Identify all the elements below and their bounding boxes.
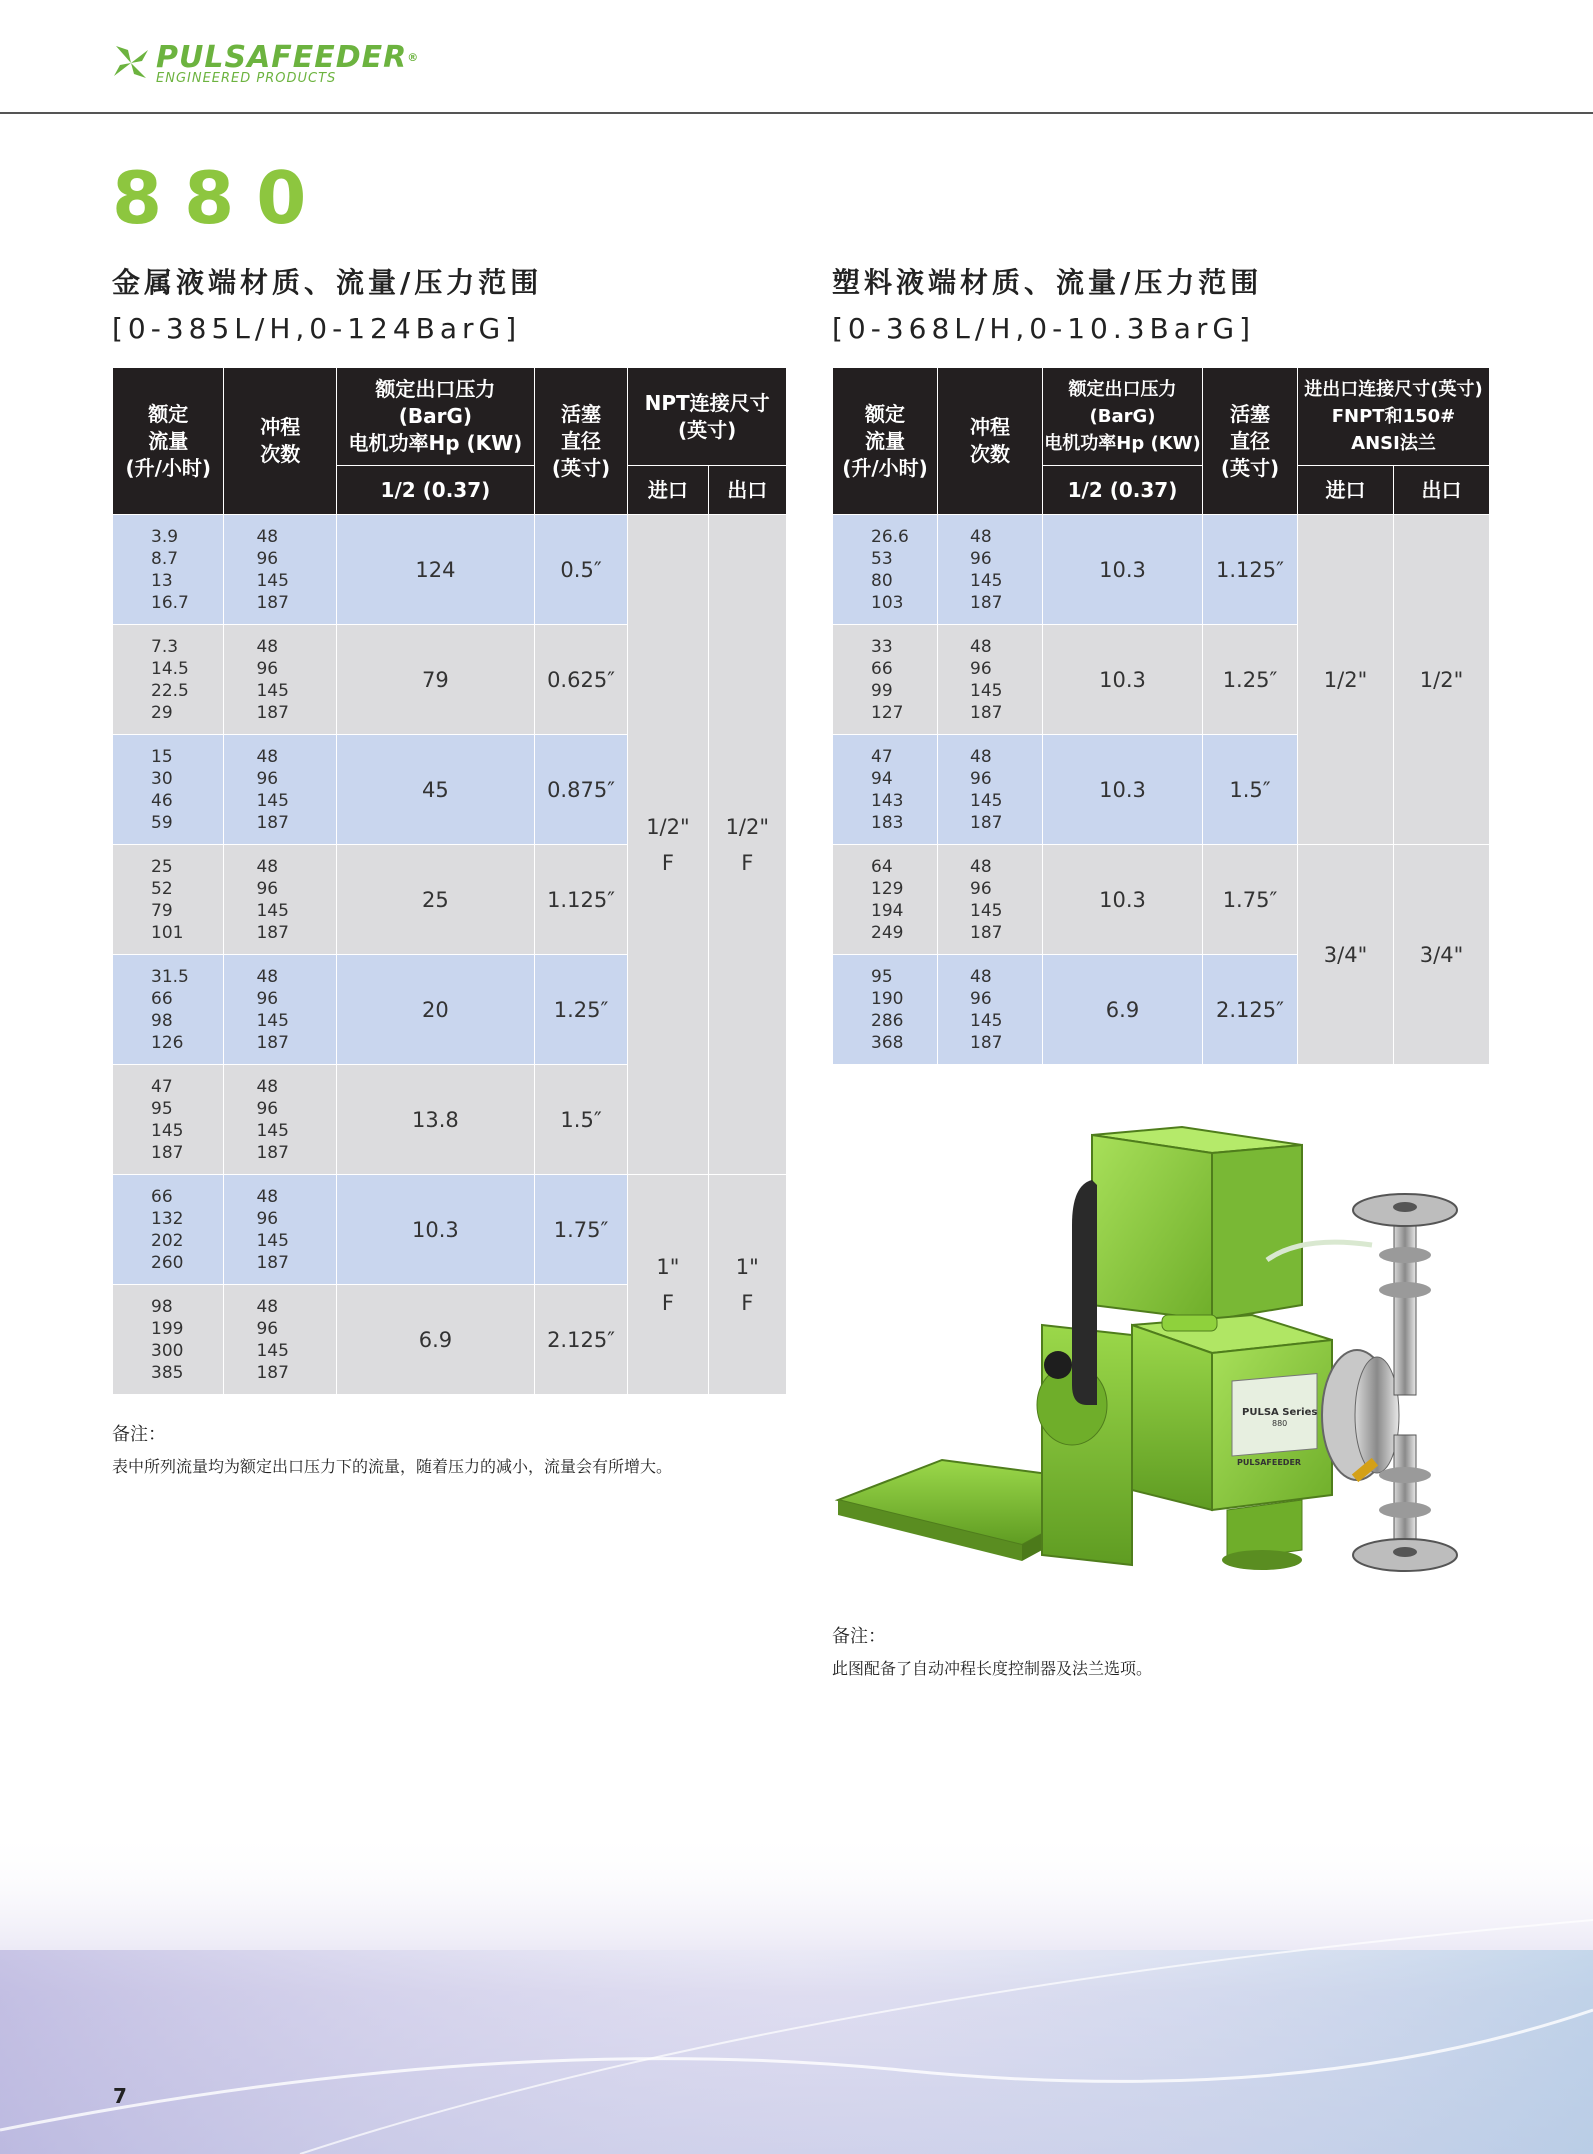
stroke-cell: 48 96 145 187: [938, 735, 1043, 845]
stroke-cell: 48 96 145 187: [224, 515, 336, 625]
pressure-cell: 20: [336, 955, 534, 1065]
table-row: [833, 515, 1490, 625]
plunger-cell: 0.5″: [534, 515, 627, 625]
header-pressure-sub: 1/2 (0.37): [1043, 466, 1203, 515]
flow-cell: 7.3 14.5 22.5 29: [113, 625, 224, 735]
header-pressure: 额定出口压力 (BarG) 电机功率Hp (KW): [336, 368, 534, 466]
flow-cell: 25 52 79 101: [113, 845, 224, 955]
metal-note-label: 备注：: [112, 1424, 166, 1445]
plunger-cell: 0.625″: [534, 625, 627, 735]
header-connection: 进出口连接尺寸(英寸) FNPT和150# ANSI法兰: [1298, 368, 1490, 466]
pinwheel-icon: [110, 42, 152, 84]
flow-cell: 31.5 66 98 126: [113, 955, 224, 1065]
plunger-cell: 1.75″: [534, 1175, 627, 1285]
stroke-cell: 48 96 145 187: [938, 845, 1043, 955]
pump-photo: [832, 1115, 1500, 1615]
flow-cell: 66 132 202 260: [113, 1175, 224, 1285]
pressure-cell: 79: [336, 625, 534, 735]
header-flow: 额定 流量 (升/小时): [833, 368, 938, 515]
inlet-size-cell: 1" F: [628, 1175, 708, 1395]
outlet-size-cell: 1/2" F: [708, 515, 786, 1175]
flow-cell: 47 94 143 183: [833, 735, 938, 845]
pressure-cell: 124: [336, 515, 534, 625]
brand-name: PULSAFEEDER®: [156, 40, 420, 75]
stroke-cell: 48 96 145 187: [938, 625, 1043, 735]
plate-model-text: 880: [1272, 1419, 1288, 1428]
background-wave: [0, 1830, 1593, 2154]
metal-note-text: 表中所列流量均为额定出口压力下的流量，随着压力的减小，流量会有所增大。: [112, 1457, 673, 1476]
header-outlet: 出口: [708, 466, 786, 515]
metal-section-range: [0-385L/H,0-124BarG]: [112, 312, 522, 345]
pressure-cell: 10.3: [336, 1175, 534, 1285]
outlet-size-cell: 1/2": [1394, 515, 1490, 845]
header-flow: 额定 流量 (升/小时): [113, 368, 224, 515]
plunger-cell: 1.125″: [1203, 515, 1298, 625]
stroke-cell: 48 96 145 187: [224, 1285, 336, 1395]
pressure-cell: 10.3: [1043, 625, 1203, 735]
metal-section-title: 金属液端材质、流量/压力范围: [112, 266, 543, 299]
flow-cell: 26.6 53 80 103: [833, 515, 938, 625]
inlet-size-cell: 3/4": [1298, 845, 1394, 1065]
flow-cell: 98 199 300 385: [113, 1285, 224, 1395]
pressure-cell: 13.8: [336, 1065, 534, 1175]
photo-note-text: 此图配备了自动冲程长度控制器及法兰选项。: [832, 1659, 1153, 1678]
plastic-spec-table: [832, 367, 1490, 1065]
plunger-cell: 1.5″: [1203, 735, 1298, 845]
brand-logo: [110, 42, 419, 85]
flow-cell: 64 129 194 249: [833, 845, 938, 955]
table-row: [833, 845, 1490, 955]
plunger-cell: 1.25″: [534, 955, 627, 1065]
stroke-cell: 48 96 145 187: [224, 735, 336, 845]
stroke-cell: 48 96 145 187: [224, 955, 336, 1065]
header-stroke: 冲程 次数: [938, 368, 1043, 515]
flow-cell: 15 30 46 59: [113, 735, 224, 845]
outlet-size-cell: 3/4": [1394, 845, 1490, 1065]
outlet-size-cell: 1" F: [708, 1175, 786, 1395]
header-pressure-sub: 1/2 (0.37): [336, 466, 534, 515]
header-connection: NPT连接尺寸 (英寸): [628, 368, 787, 466]
table-row: [113, 1175, 787, 1285]
metal-spec-table: [112, 367, 787, 1395]
pressure-cell: 25: [336, 845, 534, 955]
plunger-cell: 1.5″: [534, 1065, 627, 1175]
plunger-cell: 1.75″: [1203, 845, 1298, 955]
brand-tagline: ENGINEERED PRODUCTS: [156, 71, 337, 86]
page-number: 7: [113, 2084, 127, 2108]
plate-maker-text: PULSAFEEDER: [1237, 1458, 1302, 1467]
pressure-cell: 10.3: [1043, 515, 1203, 625]
pressure-cell: 45: [336, 735, 534, 845]
plastic-section-range: [0-368L/H,0-10.3BarG]: [832, 312, 1256, 345]
pressure-cell: 6.9: [336, 1285, 534, 1395]
stroke-cell: 48 96 145 187: [224, 1065, 336, 1175]
plunger-cell: 1.25″: [1203, 625, 1298, 735]
plunger-cell: 2.125″: [1203, 955, 1298, 1065]
plunger-cell: 2.125″: [534, 1285, 627, 1395]
page-header: [0, 0, 1593, 114]
flow-cell: 33 66 99 127: [833, 625, 938, 735]
photo-note-label: 备注：: [832, 1626, 886, 1647]
header-pressure: 额定出口压力 (BarG) 电机功率Hp (KW): [1043, 368, 1203, 466]
inlet-size-cell: 1/2": [1298, 515, 1394, 845]
pressure-cell: 10.3: [1043, 735, 1203, 845]
pressure-cell: 6.9: [1043, 955, 1203, 1065]
flow-cell: 3.9 8.7 13 16.7: [113, 515, 224, 625]
stroke-cell: 48 96 145 187: [938, 955, 1043, 1065]
stroke-cell: 48 96 145 187: [224, 625, 336, 735]
header-stroke: 冲程 次数: [224, 368, 336, 515]
header-inlet: 进口: [1298, 466, 1394, 515]
plunger-cell: 1.125″: [534, 845, 627, 955]
model-title: 880: [112, 156, 329, 240]
header-outlet: 出口: [1394, 466, 1490, 515]
plate-brand-text: PULSA Series: [1242, 1407, 1318, 1418]
stroke-cell: 48 96 145 187: [224, 1175, 336, 1285]
stroke-cell: 48 96 145 187: [224, 845, 336, 955]
pressure-cell: 10.3: [1043, 845, 1203, 955]
stroke-cell: 48 96 145 187: [938, 515, 1043, 625]
flow-cell: 95 190 286 368: [833, 955, 938, 1065]
inlet-size-cell: 1/2" F: [628, 515, 708, 1175]
plastic-section-title: 塑料液端材质、流量/压力范围: [832, 266, 1263, 299]
table-row: [113, 515, 787, 625]
header-plunger: 活塞 直径 (英寸): [534, 368, 627, 515]
header-inlet: 进口: [628, 466, 708, 515]
plunger-cell: 0.875″: [534, 735, 627, 845]
flow-cell: 47 95 145 187: [113, 1065, 224, 1175]
header-plunger: 活塞 直径 (英寸): [1203, 368, 1298, 515]
